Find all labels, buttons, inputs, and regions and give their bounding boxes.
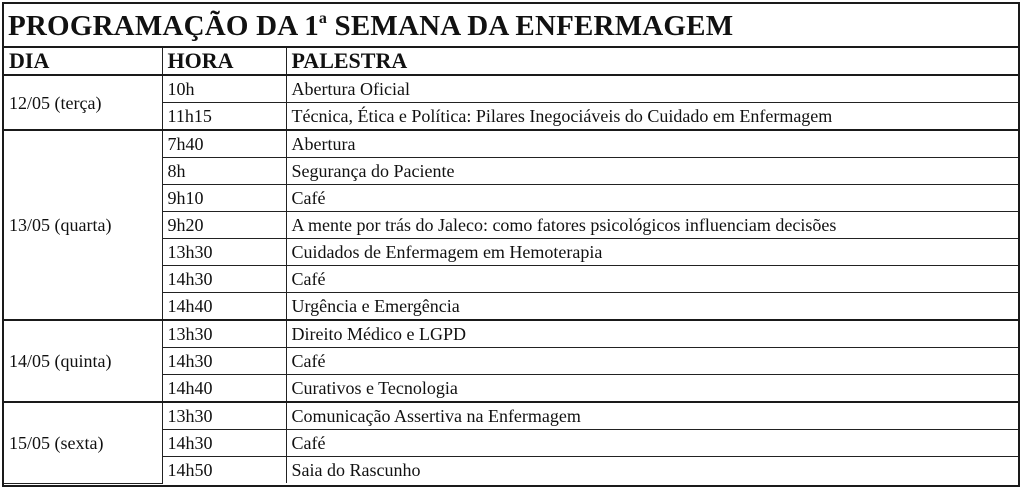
day-cell: 14/05 (quinta) bbox=[4, 320, 162, 402]
table-row bbox=[4, 130, 1018, 158]
day-cell: 15/05 (sexta) bbox=[4, 402, 162, 483]
title-ordinal: a bbox=[318, 10, 328, 27]
hour-cell: 14h40 bbox=[162, 375, 286, 403]
talk-cell: Urgência e Emergência bbox=[286, 293, 1018, 321]
schedule-sheet bbox=[2, 2, 1020, 487]
schedule-table bbox=[4, 48, 1018, 484]
talk-cell: Café bbox=[286, 185, 1018, 212]
hour-cell: 14h50 bbox=[162, 457, 286, 484]
talk-cell: Cuidados de Enfermagem em Hemoterapia bbox=[286, 239, 1018, 266]
table-row bbox=[4, 75, 1018, 103]
hour-cell: 10h bbox=[162, 75, 286, 103]
header-row bbox=[4, 48, 1018, 75]
day-cell: 13/05 (quarta) bbox=[4, 130, 162, 320]
talk-cell: Curativos e Tecnologia bbox=[286, 375, 1018, 403]
table-row bbox=[4, 320, 1018, 348]
title-prefix: PROGRAMAÇÃO DA 1 bbox=[8, 10, 319, 42]
talk-cell: A mente por trás do Jaleco: como fatores psicológicos influenciam decisões bbox=[286, 212, 1018, 239]
talk-cell: Saia do Rascunho bbox=[286, 457, 1018, 484]
header-day: DIA bbox=[4, 48, 162, 75]
day-cell: 12/05 (terça) bbox=[4, 75, 162, 130]
talk-cell: Direito Médico e LGPD bbox=[286, 320, 1018, 348]
header-hour: HORA bbox=[162, 48, 286, 75]
talk-cell: Técnica, Ética e Política: Pilares Inegociáveis do Cuidado em Enfermagem bbox=[286, 103, 1018, 131]
hour-cell: 14h30 bbox=[162, 266, 286, 293]
page-title bbox=[4, 4, 1018, 48]
hour-cell: 13h30 bbox=[162, 402, 286, 430]
hour-cell: 7h40 bbox=[162, 130, 286, 158]
talk-cell: Café bbox=[286, 348, 1018, 375]
talk-cell: Segurança do Paciente bbox=[286, 158, 1018, 185]
schedule-body bbox=[4, 75, 1018, 483]
hour-cell: 14h30 bbox=[162, 348, 286, 375]
table-row bbox=[4, 402, 1018, 430]
talk-cell: Abertura Oficial bbox=[286, 75, 1018, 103]
talk-cell: Café bbox=[286, 430, 1018, 457]
hour-cell: 14h40 bbox=[162, 293, 286, 321]
title-suffix: SEMANA DA ENFERMAGEM bbox=[327, 10, 734, 42]
talk-cell: Café bbox=[286, 266, 1018, 293]
hour-cell: 11h15 bbox=[162, 103, 286, 131]
hour-cell: 9h20 bbox=[162, 212, 286, 239]
hour-cell: 9h10 bbox=[162, 185, 286, 212]
hour-cell: 8h bbox=[162, 158, 286, 185]
header-talk: PALESTRA bbox=[286, 48, 1018, 75]
talk-cell: Abertura bbox=[286, 130, 1018, 158]
talk-cell: Comunicação Assertiva na Enfermagem bbox=[286, 402, 1018, 430]
hour-cell: 13h30 bbox=[162, 239, 286, 266]
hour-cell: 13h30 bbox=[162, 320, 286, 348]
hour-cell: 14h30 bbox=[162, 430, 286, 457]
